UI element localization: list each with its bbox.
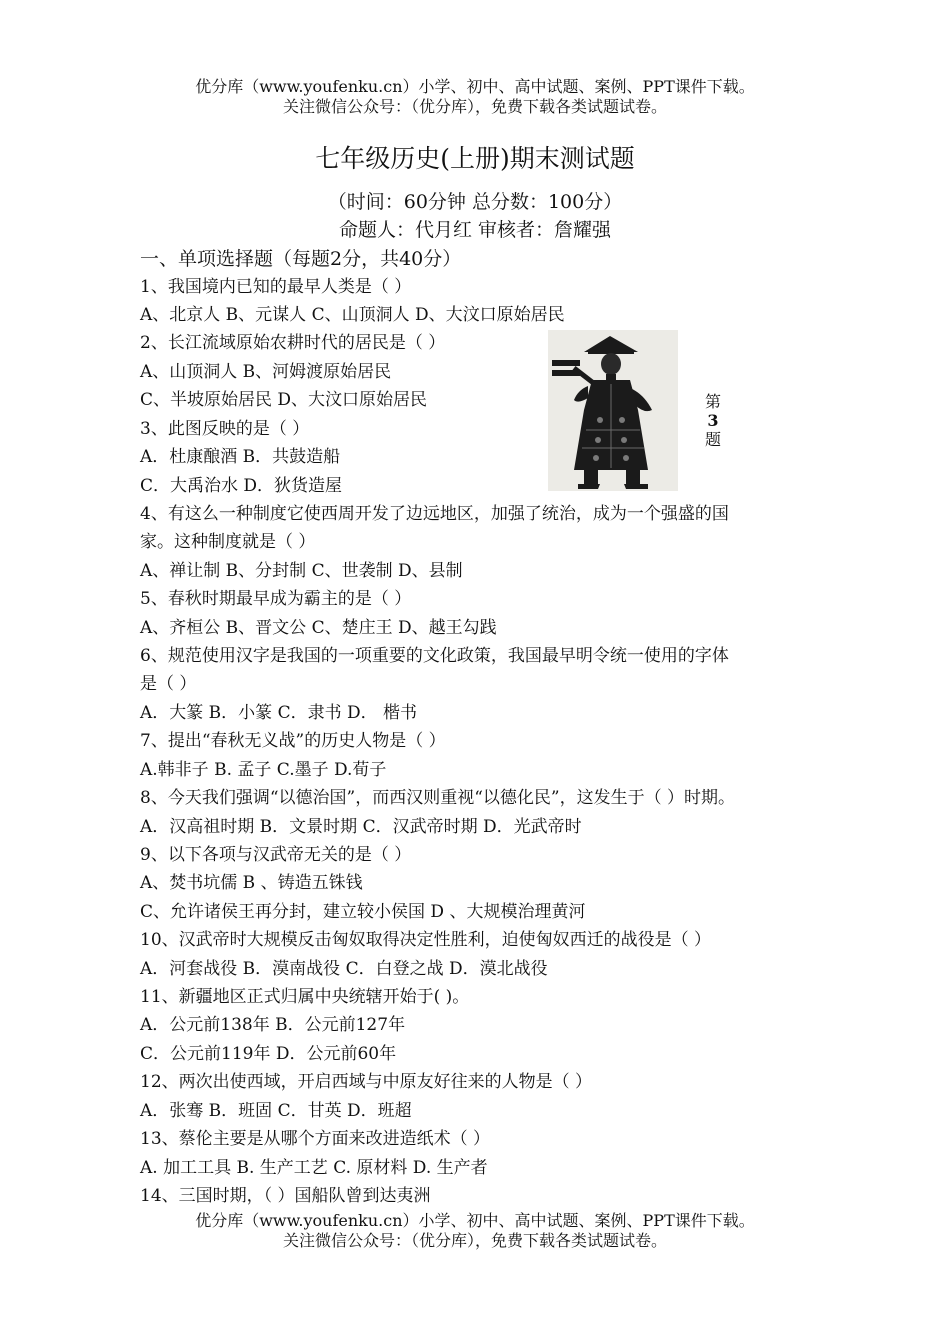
question-1-options: A、北京人 B、元谋人 C、山顶洞人 D、大汶口原始居民 xyxy=(140,305,565,325)
question-9-options-2: C、允许诸侯王再分封，建立较小侯国 D 、大规模治理黄河 xyxy=(140,902,586,922)
question-10: 10、汉武帝时大规模反击匈奴取得决定性胜利，迫使匈奴西迁的战役是（ ） xyxy=(140,930,712,950)
question-5: 5、春秋时期最早成为霸主的是（ ） xyxy=(140,589,412,609)
question-12: 12、两次出使西域，开启西域与中原友好往来的人物是（ ） xyxy=(140,1072,593,1092)
question-2: 2、长江流域原始农耕时代的居民是（ ） xyxy=(140,333,446,353)
question-4-line-1: 4、有这么一种制度它使西周开发了边远地区，加强了统治，成为一个强盛的国 xyxy=(140,504,729,524)
question-1: 1、我国境内已知的最早人类是（ ） xyxy=(140,277,412,297)
exam-time-info: （时间：60分钟 总分数：100分） xyxy=(327,191,623,213)
question-9-options-1: A、焚书坑儒 B 、铸造五铢钱 xyxy=(140,873,363,893)
question-6-line-2: 是（ ） xyxy=(140,674,197,694)
figure-caption-char: 3 xyxy=(707,411,719,430)
question-11-options-2: C．公元前119年 D．公元前60年 xyxy=(140,1044,397,1064)
question-2-options-1: A、山顶洞人 B、河姆渡原始居民 xyxy=(140,362,392,382)
question-11: 11、新疆地区正式归属中央统辖开始于( )。 xyxy=(140,987,470,1007)
figure-holding-tool-icon xyxy=(548,330,678,491)
question-9: 9、以下各项与汉武帝无关的是（ ） xyxy=(140,845,412,865)
section-heading: 一、单项选择题（每题2分，共40分） xyxy=(140,248,462,270)
question-7: 7、提出“春秋无义战”的历史人物是（ ） xyxy=(140,731,446,751)
figure-caption-char: 题 xyxy=(704,430,721,449)
question-8: 8、今天我们强调“以德治国”，而西汉则重视“以德化民”，这发生于（ ）时期。 xyxy=(140,788,735,808)
figure-caption-char: 第 xyxy=(704,392,721,411)
question-5-options: A、齐桓公 B、晋文公 C、楚庄王 D、越王勾践 xyxy=(140,618,497,638)
question-3-options-2: C．大禹治水 D．狄货造屋 xyxy=(140,476,343,496)
question-13: 13、蔡伦主要是从哪个方面来改进造纸术（ ） xyxy=(140,1129,491,1149)
question-14: 14、三国时期，（ ）国船队曾到达夷洲 xyxy=(140,1186,431,1206)
header-line-1: 优分库（www.youfenku.cn）小学、初中、高中试题、案例、PPT课件下载。 xyxy=(195,77,755,96)
question-8-options: A．汉高祖时期 B．文景时期 C．汉武帝时期 D．光武帝时 xyxy=(140,817,582,837)
question-11-options-1: A．公元前138年 B．公元前127年 xyxy=(140,1015,406,1035)
footer-line-1: 优分库（www.youfenku.cn）小学、初中、高中试题、案例、PPT课件下载。 xyxy=(195,1211,755,1230)
header-line-2: 关注微信公众号：（优分库），免费下载各类试题试卷。 xyxy=(282,97,667,116)
question-3: 3、此图反映的是（ ） xyxy=(140,419,310,439)
question-2-options-2: C、半坡原始居民 D、大汶口原始居民 xyxy=(140,390,428,410)
question-4-line-2: 家。这种制度就是（ ） xyxy=(140,532,316,552)
exam-authors: 命题人：代月红 审核者：詹耀强 xyxy=(338,219,612,241)
question-7-options: A.韩非子 B. 孟子 C.墨子 D.荀子 xyxy=(140,760,387,780)
question-10-options: A．河套战役 B．漠南战役 C．白登之战 D．漠北战役 xyxy=(140,959,548,979)
question-3-figure xyxy=(548,330,678,491)
page-title: 七年级历史(上册)期末测试题 xyxy=(315,144,635,173)
question-6-line-1: 6、规范使用汉字是我国的一项重要的文化政策，我国最早明令统一使用的字体 xyxy=(140,646,729,666)
question-3-options-1: A．杜康酿酒 B．共鼓造船 xyxy=(140,447,341,467)
question-6-options: A．大篆 B．小篆 C．隶书 D． 楷书 xyxy=(140,703,418,723)
footer-line-2: 关注微信公众号：（优分库），免费下载各类试题试卷。 xyxy=(282,1231,667,1250)
question-12-options: A．张骞 B．班固 C．甘英 D．班超 xyxy=(140,1101,412,1121)
figure-caption xyxy=(703,392,723,449)
question-13-options: A. 加工工具 B. 生产工艺 C. 原材料 D. 生产者 xyxy=(140,1158,488,1178)
question-4-options: A、禅让制 B、分封制 C、世袭制 D、县制 xyxy=(140,561,463,581)
